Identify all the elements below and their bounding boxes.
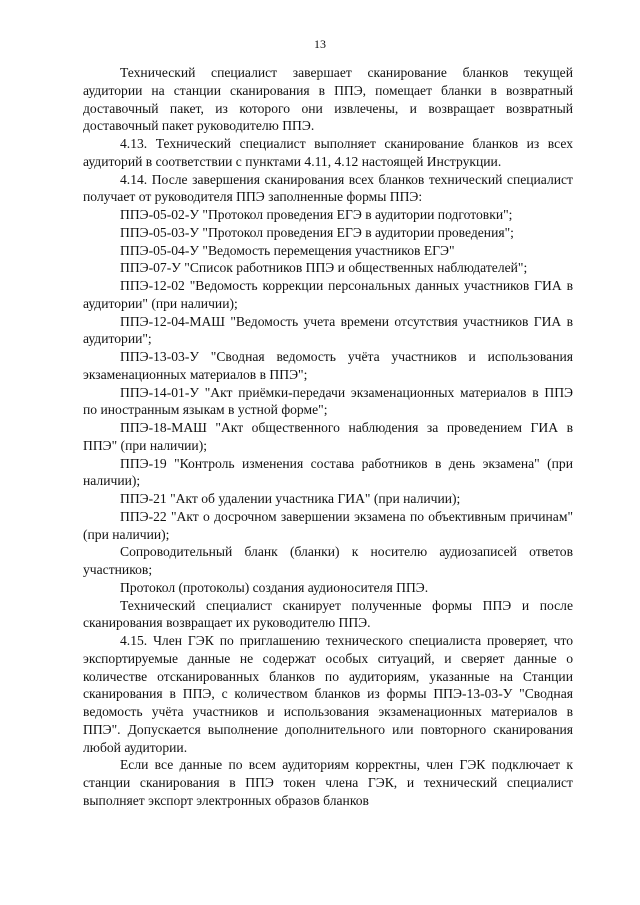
paragraph-4-15: 4.15. Член ГЭК по приглашению технического специалиста проверяет, что экспортируемые данные не содержат особых ситуаций, и сверяет данные о количестве отсканированных бланков по аудиториям, указанные на Станции сканирования в ППЭ, с количеством бланков из формы ППЭ-13-03-У "Сводная ведомость учёта участников и использования экзаменационных материалов в ППЭ". Допускается выполнение дополнительного или повторного сканирования любой аудитории. [83,633,573,755]
paragraph-4-13: 4.13. Технический специалист выполняет сканирование бланков из всех аудиторий в соответствии с пунктами 4.11, 4.12 настоящей Инструкции. [83,136,573,169]
form-list-item: ППЭ-13-03-У "Сводная ведомость учёта участников и использования экзаменационных материалов в ППЭ"; [83,349,573,382]
form-list-item: Сопроводительный бланк (бланки) к носителю аудиозаписей ответов участников; [83,544,573,577]
form-list-item: ППЭ-19 "Контроль изменения состава работников в день экзамена" (при наличии); [83,455,573,489]
paragraph-export: Если все данные по всем аудиториям корректны, член ГЭК подключает к станции сканирования в ППЭ токен члена ГЭК, и технический специалист выполняет экспорт электронных образов бланков [83,757,573,808]
document-body [83,64,573,810]
paragraph-4-14: 4.14. После завершения сканирования всех бланков технический специалист получает от руководителя ППЭ заполненные формы ППЭ: [83,171,573,205]
page-number: 13 [314,37,326,51]
form-list-item: ППЭ-22 "Акт о досрочном завершении экзамена по объективным причинам" (при наличии); [83,508,573,542]
form-list-item: ППЭ-21 "Акт об удалении участника ГИА" (при наличии); [120,491,461,506]
paragraph-scan-completion: Технический специалист завершает сканирование бланков текущей аудитории на станции сканирования в ППЭ, помещает бланки в возвратный доставочный пакет, из которого они извлечены, и возвращает возвратный доставочный пакет руководителю ППЭ. [83,65,573,134]
form-list-item: ППЭ-18-МАШ "Акт общественного наблюдения за проведением ГИА в ППЭ" (при наличии); [83,420,573,453]
paragraph-forms-scanning: Технический специалист сканирует полученные формы ППЭ и после сканирования возвращает их руководителю ППЭ. [83,597,573,631]
form-list-item: ППЭ-05-02-У "Протокол проведения ЕГЭ в аудитории подготовки"; [120,207,513,222]
form-list-item: ППЭ-05-04-У "Ведомость перемещения участников ЕГЭ" [120,242,455,258]
form-list-item: ППЭ-12-02 "Ведомость коррекции персональных данных участников ГИА в аудитории" (при наличии); [83,278,573,311]
form-list-item: ППЭ-05-03-У "Протокол проведения ЕГЭ в аудитории проведения"; [120,224,514,240]
form-list-item: ППЭ-12-04-МАШ "Ведомость учета времени отсутствия участников ГИА в аудитории"; [83,313,573,347]
form-list-item: ППЭ-14-01-У "Акт приёмки-передачи экзаменационных материалов в ППЭ по иностранным языкам в устной форме"; [83,384,573,418]
form-list-item: Протокол (протоколы) создания аудионосителя ППЭ. [120,579,429,595]
form-list-item: ППЭ-07-У "Список работников ППЭ и общественных наблюдателей"; [120,260,528,276]
